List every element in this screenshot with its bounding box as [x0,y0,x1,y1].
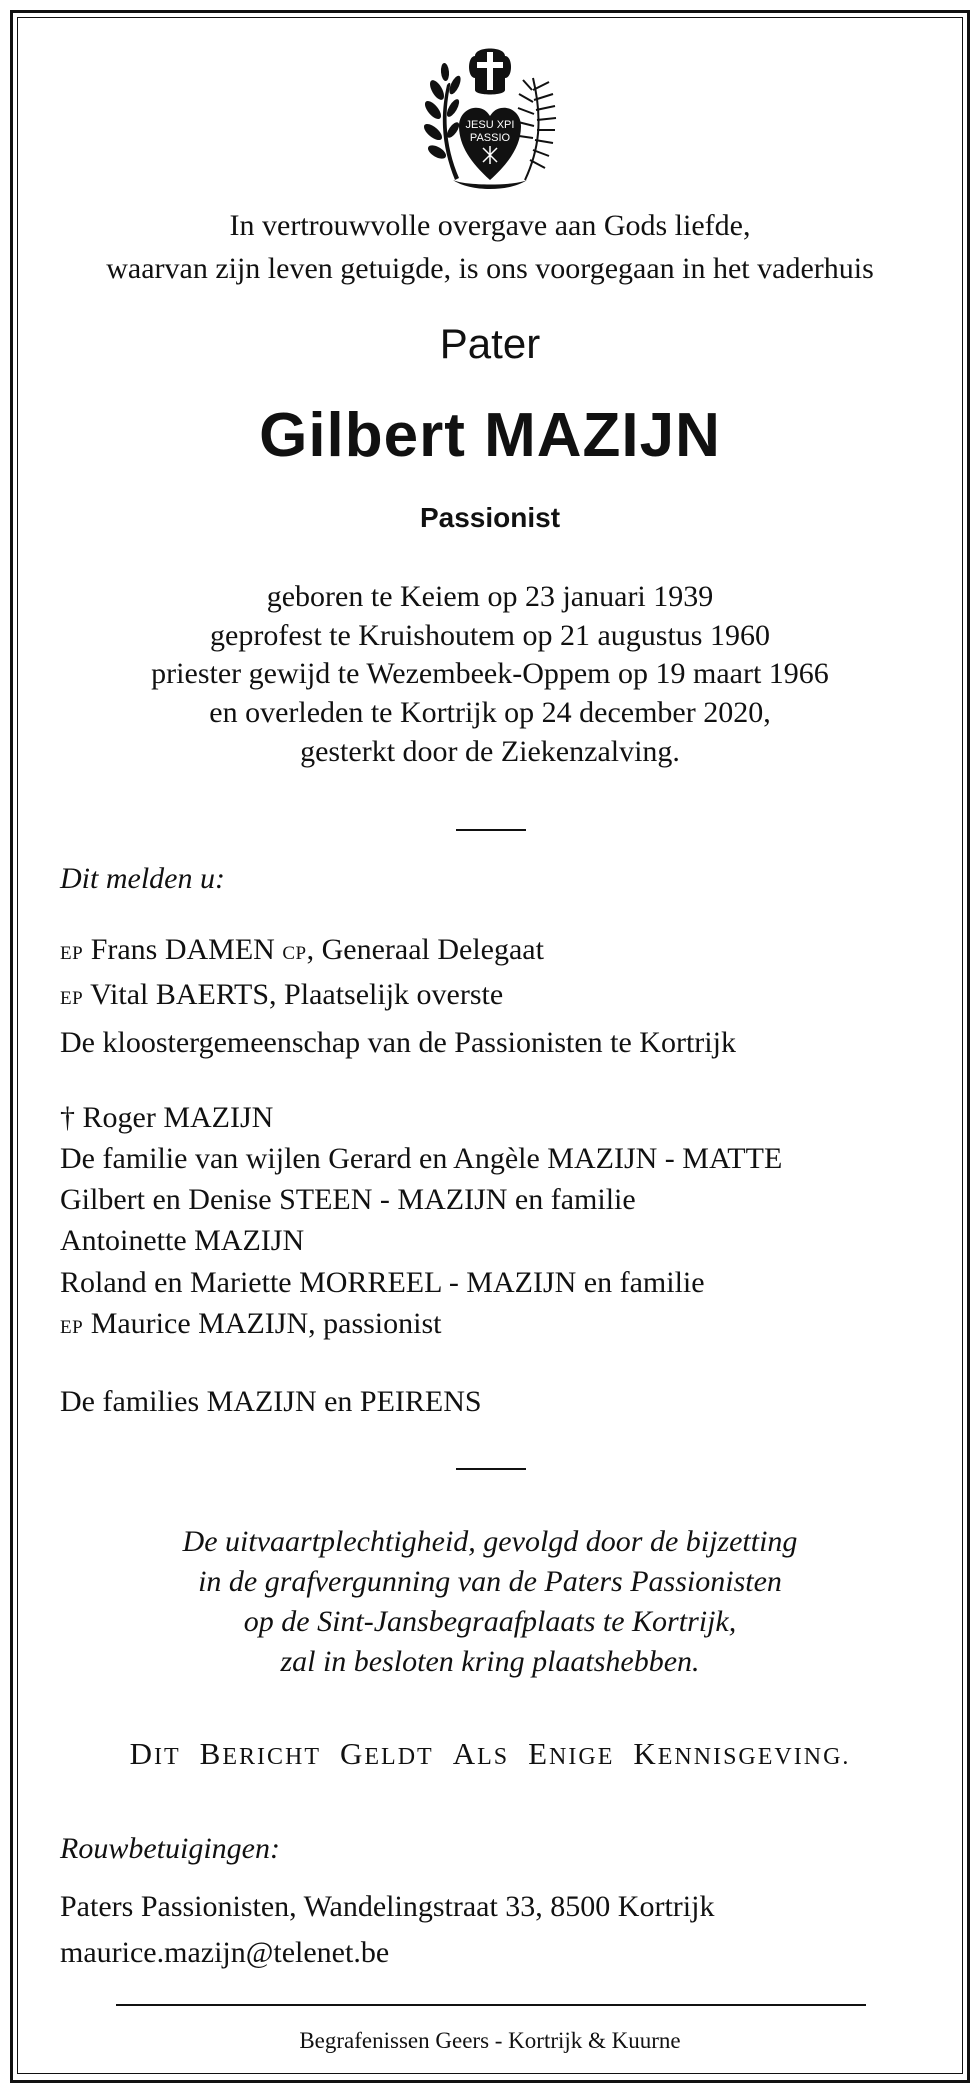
notice-w3b: ELDT [364,1744,434,1770]
footer-rule [116,2004,866,2006]
community-text-2: Vital BAERTS, Plaatselijk overste [90,978,504,1011]
separator-1 [456,829,526,831]
family-line-4: Antoinette MAZIJN [60,1224,305,1257]
order-label: Passionist [419,502,561,533]
deceased-name: Gilbert MAZIJN [259,401,721,470]
family-text-6: Maurice MAZIJN, passionist [90,1307,442,1340]
emblem-line1: JESU XPI [465,119,515,131]
notice-w4b: LS [477,1744,510,1770]
family-line-3: Gilbert en Denise STEEN - MAZIJN en familie [60,1183,636,1216]
community-line-3: De kloostergemeenschap van de Passionisten te Kortrijk [60,1026,736,1059]
announcers-heading: Dit melden u: [60,862,225,895]
condolences-email[interactable]: maurice.mazijn@telenet.be [60,1936,390,1969]
notice-w3a: G [339,1736,365,1771]
funeral-line-2: in de grafvergunning van de Paters Passionisten [198,1565,782,1598]
family-line-5: Roland en Mariette MORREEL - MAZIJN en familie [60,1266,705,1299]
footer-undertaker: Begrafenissen Geers - Kortrijk & Kuurne [299,2028,681,2053]
family-line-6 [60,1305,441,1347]
bio-line-2: geprofest te Kruishoutem op 21 augustus 1960 [210,619,770,652]
prefix-ep: EP [60,1317,84,1338]
notice-w2a: B [199,1736,223,1771]
notice-w1a: D [129,1736,154,1771]
title-pater: Pater [439,320,541,367]
notice-w5b: NIGE [549,1744,615,1770]
family-line-1: † Roger MAZIJN [60,1101,274,1134]
bio-line-3: priester gewijd te Wezembeek-Oppem op 19 maart 1966 [151,657,829,690]
intro-line-2: waarvan zijn leven getuigde, is ons voorgegaan in het vaderhuis [106,252,874,285]
bio-line-4: en overleden te Kortrijk op 24 december 2020, [209,696,771,729]
condolences-heading: Rouwbetuigingen: [60,1832,280,1865]
notice-w2b: ERICHT [222,1744,321,1770]
notice-w4a: A [452,1736,478,1771]
separator-2 [456,1468,526,1470]
funeral-line-4: zal in besloten kring plaatshebben. [280,1645,700,1678]
intro-line-1: In vertrouwvolle overgave aan Gods liefde, [229,209,751,242]
funeral-line-1: De uitvaartplechtigheid, gevolgd door de bijzetting [182,1525,798,1558]
community-line-1 [60,931,544,973]
funeral-line-3: op de Sint-Jansbegraafplaats te Kortrijk, [243,1605,737,1638]
prefix-ep: EP [60,988,84,1009]
family-line-7: De families MAZIJN en PEIRENS [60,1385,482,1418]
community-role-1: , Generaal Delegaat [306,933,544,966]
condolences-address: Paters Passionisten, Wandelingstraat 33, 8500 Kortrijk [60,1890,715,1923]
bio-line-1: geboren te Keiem op 23 januari 1939 [266,580,714,613]
bio-line-5: gesterkt door de Ziekenzalving. [300,735,680,768]
notice-w6a: K [633,1736,658,1771]
community-line-2 [60,976,503,1018]
community-name-1: Frans DAMEN [90,933,275,966]
notice-w6b: ENNISGEVING. [657,1744,851,1770]
notice-line [0,1736,980,1772]
notice-w1b: IT [153,1744,181,1770]
suffix-cp: CP [282,943,307,964]
family-line-2: De familie van wijlen Gerard en Angèle MAZIJN - MATTE [60,1142,783,1175]
prefix-ep: EP [60,943,84,964]
notice-w5a: E [528,1736,550,1771]
passionist-emblem-icon [415,30,565,190]
emblem-line2: PASSIO [469,132,511,144]
